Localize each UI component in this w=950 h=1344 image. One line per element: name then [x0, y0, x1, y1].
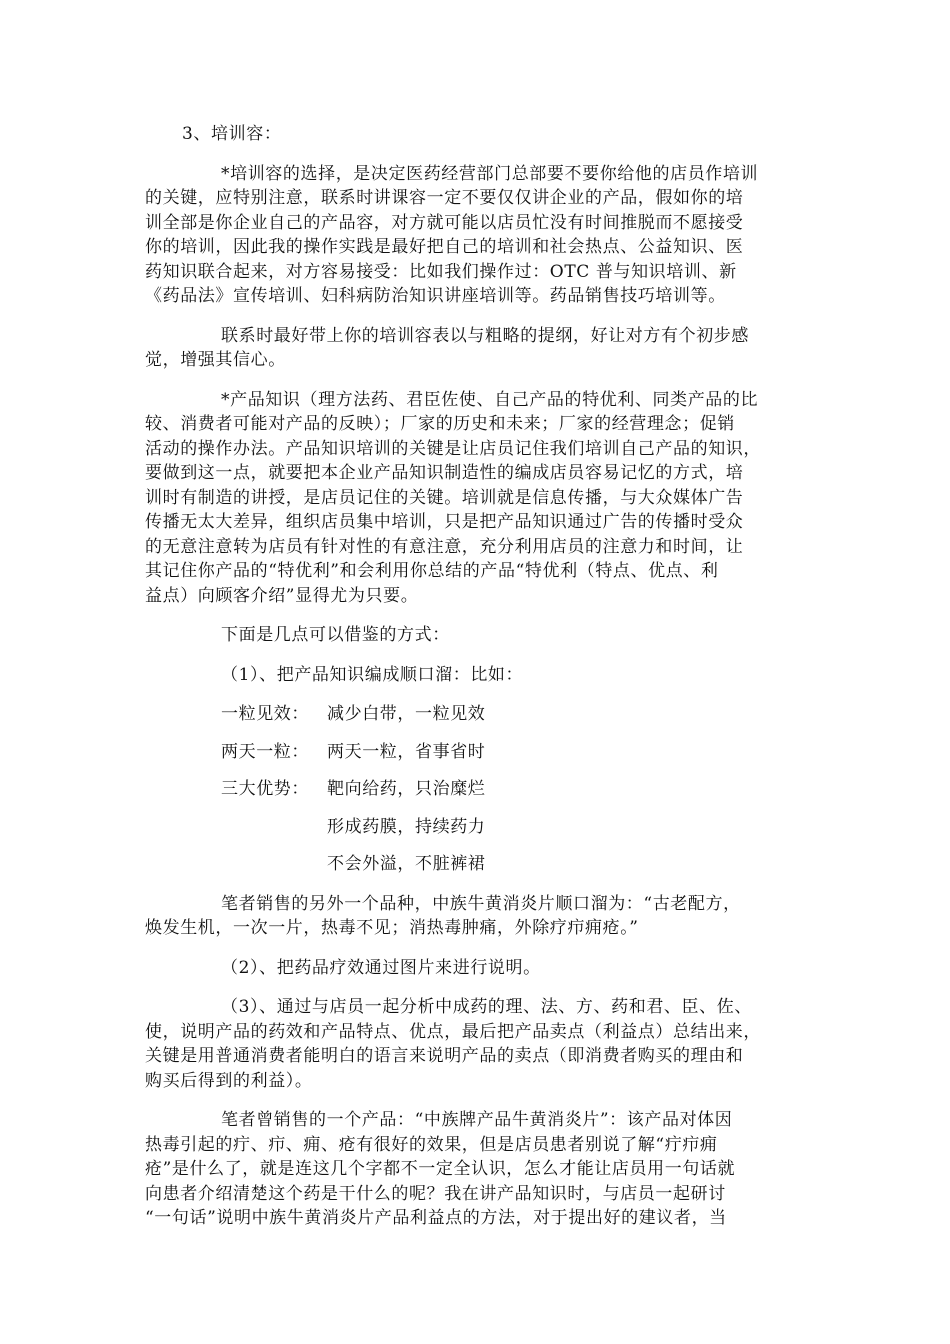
- text-line: *培训容的选择，是决定医药经营部门总部要不要你给他的店员作培训: [221, 163, 759, 184]
- section-heading: 3、培训容：: [182, 124, 282, 144]
- text-line: 焕发生机，一次一片，热毒不见；消热毒肿痛，外除疗疖痈疮。”: [145, 918, 639, 938]
- paragraph-method-2: （2）、把药品疗效通过图片来进行说明。: [221, 957, 541, 978]
- text-line: 疮”是什么了，就是连这几个字都不一定全认识，怎么才能让店员用一句话就: [145, 1159, 736, 1179]
- text-line: 《药品法》宣传培训、妇科病防治知识讲座培训等。药品销售技巧培训等。: [145, 286, 726, 306]
- text-line: （3）、通过与店员一起分析中成药的理、法、方、药和君、臣、佐、: [221, 997, 752, 1017]
- paragraph-methods-intro: 下面是几点可以借鉴的方式：: [221, 625, 450, 645]
- text-line: 的关键，应特别注意，联系时讲课容一定不要仅仅讲企业的产品，假如你的培: [145, 188, 744, 208]
- rhyme-text: 形成药膜，持续药力: [327, 816, 486, 837]
- rhyme-line: [145, 815, 805, 840]
- text-line: 训全部是你企业自己的产品容，对方就可能以店员忙没有时间推脱而不愿接受: [145, 212, 744, 233]
- text-line: 笔者曾销售的一个产品：“中族牌产品牛黄消炎片”：该产品对体因: [221, 1110, 733, 1130]
- text-line: 觉，增强其信心。: [145, 350, 286, 370]
- rhyme-line: [145, 702, 805, 727]
- paragraph-another-product: [145, 892, 805, 941]
- text-line: 活动的操作办法。产品知识培训的关键是让店员记住我们培训自己产品的知识，: [145, 438, 761, 459]
- rhyme-line: [145, 852, 805, 877]
- rhyme-line: [145, 777, 805, 802]
- document-body: [145, 122, 805, 1231]
- paragraph-method-1: （1）、把产品知识编成顺口溜：比如：: [221, 664, 524, 685]
- text-line: 较、消费者可能对产品的反映）；厂家的历史和未来；厂家的经营理念；促销: [145, 414, 735, 434]
- rhyme-text: 不会外溢，不脏裤裙: [327, 854, 486, 874]
- rhyme-line: [145, 740, 805, 765]
- paragraph-contact-tips: [145, 324, 805, 373]
- text-line: “一句话”说明中族牛黄消炎片产品利益点的方法，对于提出好的建议者，当: [145, 1208, 727, 1228]
- text-line: 购买后得到的利益）。: [145, 1070, 313, 1091]
- rhyme-text: 靶向给药，只治糜烂: [327, 779, 486, 799]
- text-line: 联系时最好带上你的培训容表以与粗略的提纲，好让对方有个初步感: [221, 325, 749, 346]
- text-line: 的无意注意转为店员有针对性的有意注意，充分利用店员的注意力和时间，让: [145, 536, 744, 557]
- text-line: 药知识联合起来，对方容易接受：比如我们操作过：OTC 普与知识培训、新: [145, 261, 737, 282]
- paragraph-product-knowledge: [145, 388, 805, 609]
- text-line: 你的培训，因此我的操作实践是最好把自己的培训和社会热点、公益知识、医: [145, 237, 744, 257]
- rhyme-label: 两天一粒：: [221, 741, 309, 762]
- text-line: 训时有制造的讲授，是店员记住的关键。培训就是信息传播，与大众媒体广告: [145, 487, 744, 508]
- text-line: 热毒引起的疔、疖、痈、疮有很好的效果，但是店员患者别说了解“疔疖痈: [145, 1134, 718, 1155]
- rhyme-label: 三大优势：: [221, 779, 309, 799]
- rhyme-text: 减少白带，一粒见效: [327, 704, 486, 724]
- text-line: 向患者介绍清楚这个药是干什么的呢？我在讲产品知识时，与店员一起研讨: [145, 1183, 726, 1204]
- text-line: 笔者销售的另外一个品种，中族牛黄消炎片顺口溜为：“古老配方，: [221, 893, 741, 914]
- paragraph-case-study: [145, 1108, 805, 1231]
- paragraph-method-3: [145, 995, 805, 1093]
- rhyme-label: 一粒见效：: [221, 704, 309, 724]
- rhyme-text: 两天一粒，省事省时: [327, 741, 486, 762]
- text-line: 关键是用普通消费者能明白的语言来说明产品的卖点（即消费者购买的理由和: [145, 1046, 744, 1066]
- text-line: 要做到这一点，就要把本企业产品知识制造性的编成店员容易记忆的方式，培: [145, 463, 744, 483]
- text-line: 其记住你产品的“特优利”和会利用你总结的产品“特优利（特点、优点、利: [145, 561, 719, 581]
- text-line: 益点）向顾客介绍”显得尤为只要。: [145, 585, 419, 606]
- text-line: 使，说明产品的药效和产品特点、优点，最后把产品卖点（利益点）总结出来，: [145, 1021, 761, 1042]
- paragraph-training-content: [145, 162, 805, 309]
- text-line: *产品知识（理方法药、君臣佐使、自己产品的特优利、同类产品的比: [221, 389, 759, 410]
- text-line: 传播无太大差异，组织店员集中培训，只是把产品知识通过广告的传播时受众: [145, 512, 744, 532]
